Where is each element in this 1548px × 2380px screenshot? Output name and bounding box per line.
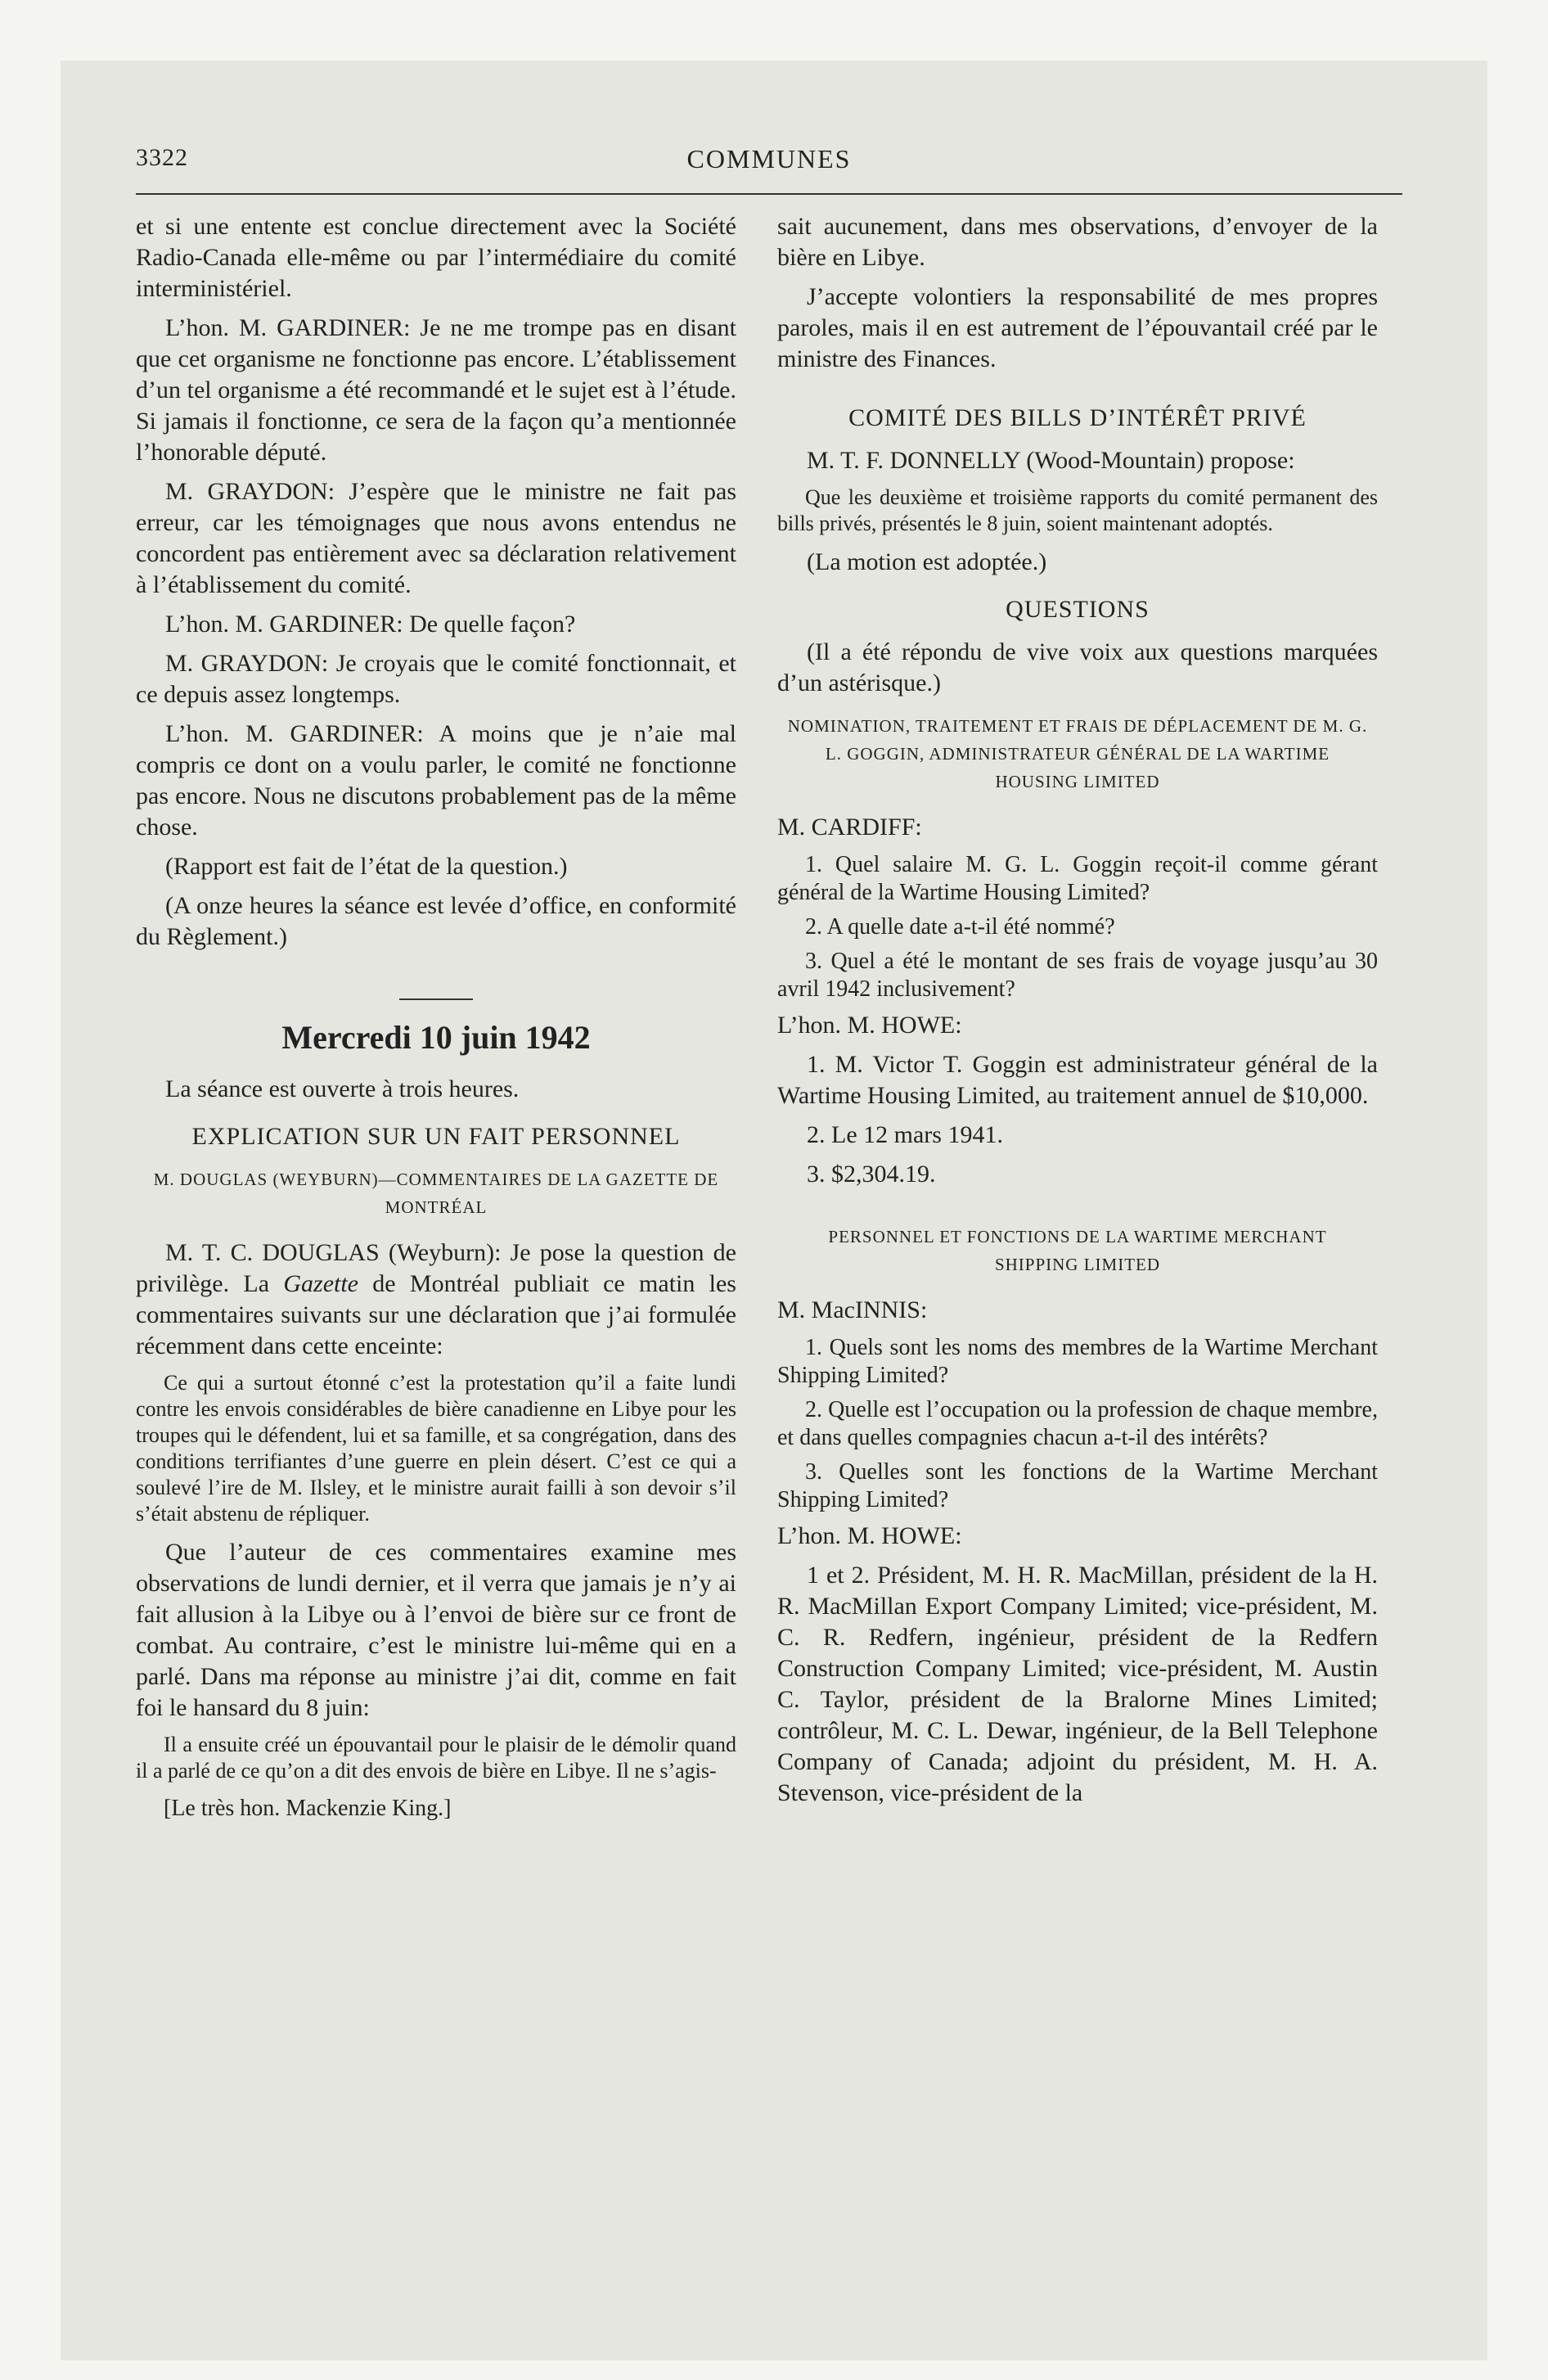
page-number: 3322: [136, 144, 188, 171]
paragraph: L’hon. M. GARDINER: A moins que je n’aie mal compris ce dont on a voulu parler, le comité ne fonctionne pas encore. Nous ne discutons probablement pas de la même chose.: [136, 720, 736, 841]
sitting-opening: La séance est ouverte à trois heures.: [165, 1075, 520, 1102]
speaker-label: L’hon. M. HOWE:: [777, 1522, 962, 1549]
paragraph: M. T. F. DONNELLY (Wood-Mountain) propose:: [807, 447, 1295, 474]
question-item: 2. Quelle est l’occupation ou la profession de chaque membre, et dans quelles compagnies chacun a-t-il des intérêts?: [777, 1397, 1378, 1450]
paragraph: J’accepte volontiers la responsabilité de mes propres paroles, mais il en est autrement de l’épouvantail créé par le ministre des Finances.: [777, 283, 1378, 372]
newspaper-title: Gazette: [283, 1270, 358, 1297]
speaker-attribution: [Le très hon. Mackenzie King.]: [164, 1796, 452, 1821]
header-rule: [136, 193, 1402, 195]
paragraph: L’hon. M. GARDINER: Je ne me trompe pas en disant que cet organisme ne fonctionne pas encore. L’établissement d’un tel organisme a été recommandé et le sujet est à l’étude. Si jamais il fonctionne, ce sera de la façon qu’a mentionnée l’honorable député.: [136, 314, 736, 466]
answer-item: 1. M. Victor T. Goggin est administrateur général de la Wartime Housing Limited, au traitement annuel de $10,000.: [777, 1051, 1378, 1109]
section-heading: QUESTIONS: [1006, 596, 1150, 623]
question-item: 1. Quels sont les noms des membres de la Wartime Merchant Shipping Limited?: [777, 1335, 1378, 1388]
question-item: 2. A quelle date a-t-il été nommé?: [805, 914, 1115, 940]
paragraph: et si une entente est conclue directement avec la Société Radio-Canada elle-même ou par l’intermédiaire du comité interministériel.: [136, 213, 736, 302]
page-header: [136, 144, 1402, 180]
procedural-note: (Rapport est fait de l’état de la question.): [165, 853, 568, 880]
right-column: [777, 211, 1378, 1817]
section-heading: EXPLICATION SUR UN FAIT PERSONNEL: [191, 1123, 681, 1150]
paragraph: M. GRAYDON: Je croyais que le comité fonctionnait, et ce depuis assez longtemps.: [136, 650, 736, 708]
question-heading: NOMINATION, TRAITEMENT ET FRAIS DE DÉPLACEMENT DE M. G. L. GOGGIN, ADMINISTRATEUR GÉNÉRAL DE LA WARTIME HOUSING LIMITED: [787, 716, 1368, 791]
quoted-passage: Il a ensuite créé un épouvantail pour le plaisir de le démolir quand il a parlé de ce qu’on a dit des envois de bière en Libye. Il ne s’agis-: [136, 1733, 736, 1783]
question-item: 3. Quelles sont les fonctions de la Wartime Merchant Shipping Limited?: [777, 1459, 1378, 1512]
paragraph: L’hon. M. GARDINER: De quelle façon?: [165, 611, 576, 638]
question-item: 3. Quel a été le montant de ses frais de voyage jusqu’au 30 avril 1942 inclusivement?: [777, 949, 1378, 1002]
answer-item: 1 et 2. Président, M. H. R. MacMillan, président de la H. R. MacMillan Export Company Limited; vice-président, M. C. R. Redfern, ingénieur, président de la Redfern Construction Company Limited; vice-président, M. Austin C. Taylor, président de la Bralorne Mines Limited; contrôleur, M. C. L. Dewar, ingénieur, de la Bell Telephone Company of Canada; adjoint du président, M. H. A. Stevenson, vice-président de la: [777, 1562, 1378, 1806]
quoted-passage: Ce qui a surtout étonné c’est la protestation qu’il a faite lundi contre les envois considérables de bière canadienne en Libye pour les troupes qui le défendent, lui et sa famille, et sa congrégation, dans des conditions terrifiantes d’une guerre en plein désert. C’est ce qui a soulevé l’ire de M. Ilsley, et le ministre aurait failli à son devoir s’il s’était abstenu de répliquer.: [136, 1371, 736, 1526]
section-separator: [399, 998, 473, 1000]
paragraph: M. T. C. DOUGLAS (Weyburn): Je pose la question de privilège. La Gazette de Montréal publiait ce matin les commentaires suivants sur une déclaration que j’ai formulée récemment dans cette enceinte:: [136, 1239, 736, 1359]
answer-item: 3. $2,304.19.: [807, 1161, 936, 1188]
section-heading: COMITÉ DES BILLS D’INTÉRÊT PRIVÉ: [848, 404, 1307, 431]
motion-result: (La motion est adoptée.): [807, 548, 1047, 575]
answer-item: 2. Le 12 mars 1941.: [807, 1121, 1003, 1148]
paragraph: sait aucunement, dans mes observations, d’envoyer de la bière en Libye.: [777, 213, 1378, 271]
speaker-label: M. MacINNIS:: [777, 1296, 928, 1323]
speaker-label: M. CARDIFF:: [777, 814, 922, 841]
paragraph: (Il a été répondu de vive voix aux questions marquées d’un astérisque.): [777, 638, 1378, 696]
procedural-note: (A onze heures la séance est levée d’office, en conformité du Règlement.): [136, 892, 736, 950]
paragraph: M. GRAYDON: J’espère que le ministre ne fait pas erreur, car les témoignages que nous avons entendus ne concordent pas entièrement avec sa déclaration relativement à l’établissement du comité.: [136, 478, 736, 598]
running-head: COMMUNES: [686, 144, 852, 174]
paragraph: Que l’auteur de ces commentaires examine mes observations de lundi dernier, et il verra que jamais je n’y ai fait allusion à la Libye ou à l’envoi de bière sur ce front de combat. Au contraire, c’est le ministre lui-même qui en a parlé. Dans ma réponse au ministre j’ai dit, comme en fait foi le hansard du 8 juin:: [136, 1539, 736, 1721]
motion-text: Que les deuxième et troisième rapports du comité permanent des bills privés, présentés le 8 juin, soient maintenant adoptés.: [777, 485, 1378, 535]
question-item: 1. Quel salaire M. G. L. Goggin reçoit-il comme gérant général de la Wartime Housing Limited?: [777, 852, 1378, 905]
question-heading: PERSONNEL ET FONCTIONS DE LA WARTIME MERCHANT SHIPPING LIMITED: [828, 1227, 1327, 1274]
left-column: [136, 211, 736, 1823]
sitting-date: Mercredi 10 juin 1942: [281, 1019, 591, 1056]
subsection-heading: M. DOUGLAS (WEYBURN)—COMMENTAIRES DE LA GAZETTE DE MONTRÉAL: [153, 1170, 719, 1217]
speaker-label: L’hon. M. HOWE:: [777, 1012, 962, 1039]
